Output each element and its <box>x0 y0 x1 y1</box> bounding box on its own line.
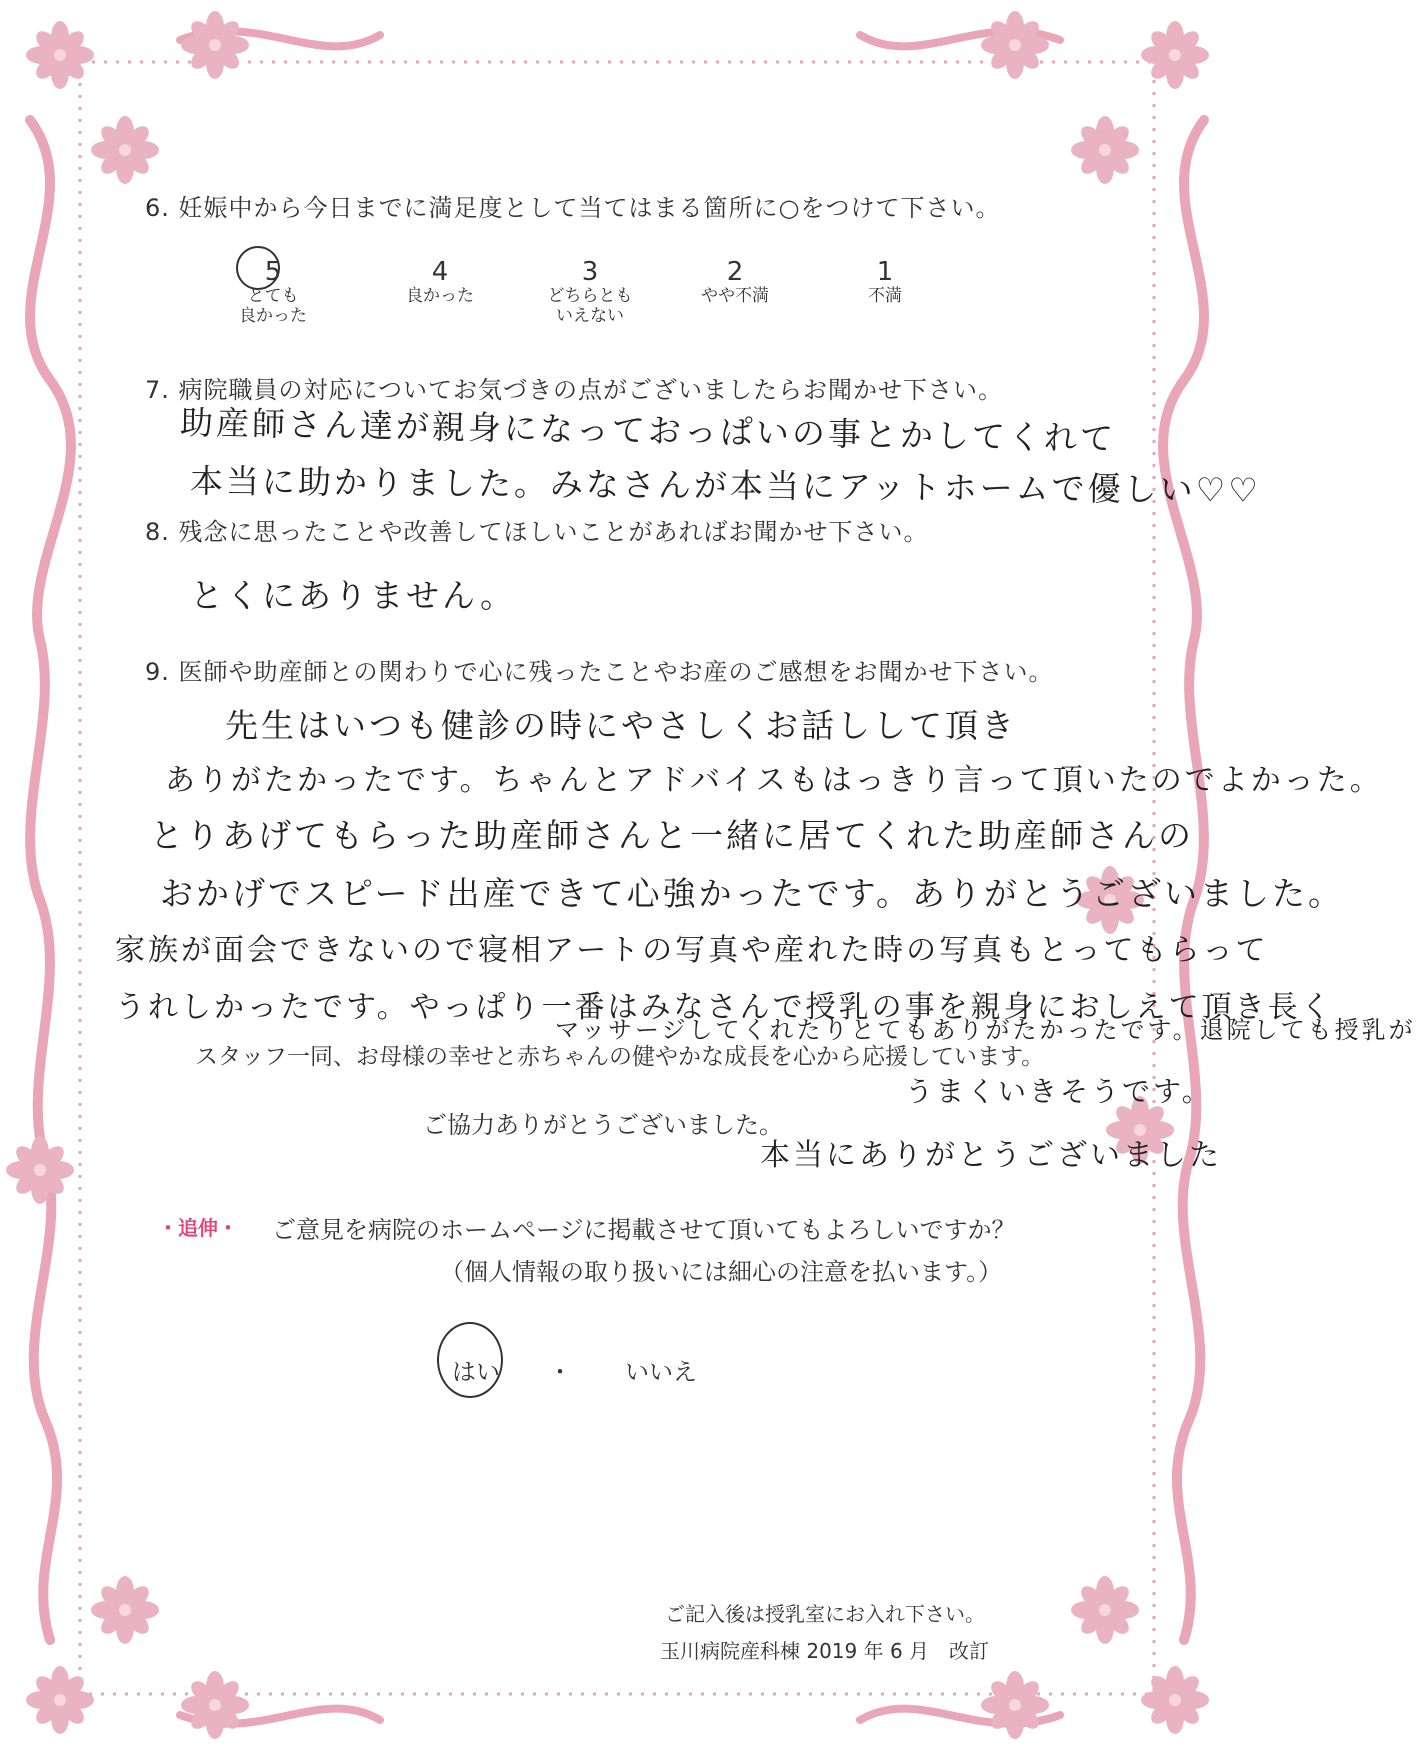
answer-9-line: とりあげてもらった助産師さんと一緒に居てくれた助産師さんの <box>150 816 1194 855</box>
scale-number: 4 <box>431 257 449 287</box>
selected-circle-mark <box>236 246 280 290</box>
answer-8-line: とくにありません。 <box>190 576 516 615</box>
staff-message: スタッフ一同、お母様の幸せと赤ちゃんの健やかな成長を心から応援しています。 <box>195 1044 1045 1070</box>
answer-9-line: うまくいきそうです。 <box>905 1075 1213 1108</box>
answer-9-line: 本当にありがとうございました <box>760 1138 1222 1173</box>
thanks-message: ご協力ありがとうございました。 <box>423 1111 783 1139</box>
scale-number: 1 <box>876 257 894 287</box>
tsuishin-label: ・追伸・ <box>158 1216 238 1240</box>
tsuishin-note: （個人情報の取り扱いには細心の注意を払います。） <box>440 1258 1003 1286</box>
scale-option-1[interactable] <box>840 258 930 306</box>
answer-7-line: 助産師さん達が親身になっておっぱいの事とかしてくれて <box>179 402 1117 459</box>
answer-7-line: 本当に助かりました。みなさんが本当にアットホームで優しい♡♡ <box>189 461 1261 510</box>
answer-9-line: おかげでスピード出産できて心強かったです。ありがとうございました。 <box>160 874 1345 913</box>
scale-label-line1: やや不満 <box>701 286 769 306</box>
yes-option[interactable]: はい <box>452 1358 500 1386</box>
question-7: 7. 病院職員の対応についてお気づきの点がございましたらお聞かせ下さい。 <box>145 376 1004 404</box>
footer-revision: 玉川病院産科棟 2019 年 6 月 改訂 <box>660 1639 990 1663</box>
answer-9-line: 家族が面会できないので寝相アートの写真や産れた時の写真もとってもらって <box>115 933 1269 968</box>
separator-dot: ・ <box>548 1358 572 1386</box>
answer-9-line: ありがたかったです。ちゃんとアドバイスもはっきり言って頂いたのでよかった。 <box>165 763 1383 798</box>
scale-option-3[interactable] <box>540 258 640 326</box>
scale-number: 2 <box>726 257 744 287</box>
question-6: 6. 妊娠中から今日までに満足度として当てはまる箇所に○をつけて下さい。 <box>145 194 1001 222</box>
scale-option-4[interactable] <box>395 258 485 306</box>
footer-instruction: ご記入後は授乳室にお入れ下さい。 <box>665 1602 985 1626</box>
scale-label-line1: どちらとも <box>547 286 633 306</box>
scale-label-line1: 良かった <box>406 286 474 306</box>
answer-9-line: うれしかったです。やっぱり一番はみなさんで授乳の事を親身におしえて頂き長く <box>115 990 1334 1025</box>
answer-9-line: マッサージしてくれたりとてもありがたかったです。退院しても授乳が <box>555 1016 1416 1044</box>
scale-label-line1: とても <box>247 286 299 306</box>
question-9: 9. 医師や助産師との関わりで心に残ったことやお産のご感想をお聞かせ下さい。 <box>145 658 1054 686</box>
selected-circle-mark <box>437 1322 503 1398</box>
answer-9-line: 先生はいつも健診の時にやさしくお話しして頂き <box>225 706 1017 745</box>
scale-label-line1: 不満 <box>868 286 902 306</box>
scale-label-line2: いえない <box>556 306 624 326</box>
scale-option-2[interactable] <box>690 258 780 306</box>
scale-number: 5 <box>264 257 282 287</box>
scale-number: 3 <box>581 257 599 287</box>
scale-label-line2: 良かった <box>239 306 307 326</box>
tsuishin-question: ご意見を病院のホームページに掲載させて頂いてもよろしいですか？ <box>272 1216 1016 1244</box>
no-option[interactable]: いいえ <box>625 1358 697 1386</box>
question-8: 8. 残念に思ったことや改善してほしいことがあればお聞かせ下さい。 <box>145 518 929 546</box>
